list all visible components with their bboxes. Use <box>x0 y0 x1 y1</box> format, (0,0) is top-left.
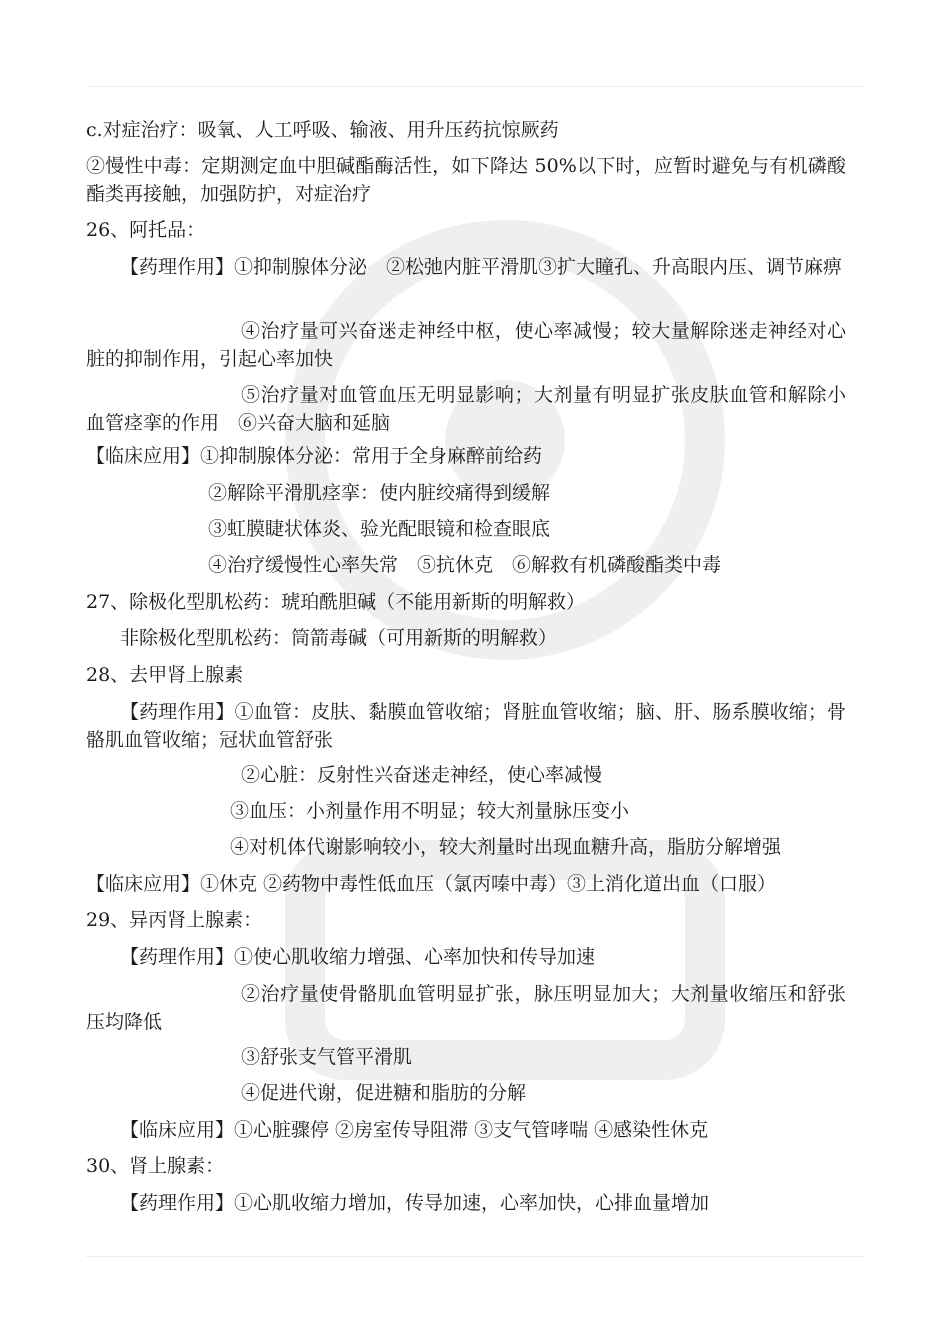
text-line: ②心脏：反射性兴奋迷走神经，使心率减慢 <box>241 764 603 786</box>
text-line: 非除极化型肌松药：筒箭毒碱（可用新斯的明解救） <box>120 627 558 649</box>
text-paragraph: ⑤治疗量对血管血压无明显影响；大剂量有明显扩张皮肤血管和解除小血管痉挛的作用 ⑥兴奋大脑和延脑 <box>86 384 846 434</box>
header-rule <box>86 86 864 87</box>
text-paragraph: ②治疗量使骨骼肌血管明显扩张，脉压明显加大；大剂量收缩压和舒张压均降低 <box>86 983 846 1033</box>
section-heading-28: 28、去甲肾上腺素 <box>86 664 244 686</box>
text-line: 【临床应用】①抑制腺体分泌：常用于全身麻醉前给药 <box>86 445 543 467</box>
section-heading-27: 27、除极化型肌松药：琥珀酰胆碱（不能用新斯的明解救） <box>86 591 586 613</box>
text-line: 【药理作用】①心肌收缩力增加，传导加速，心率加快，心排血量增加 <box>120 1192 710 1214</box>
section-heading-30: 30、肾上腺素： <box>86 1155 225 1177</box>
text-line: ④对机体代谢影响较小，较大剂量时出现血糖升高，脂肪分解增强 <box>230 836 782 858</box>
text-line: 【药理作用】①使心肌收缩力增强、心率加快和传导加速 <box>120 946 596 968</box>
text-line: ②解除平滑肌痉挛：使内脏绞痛得到缓解 <box>208 482 551 504</box>
text-paragraph: 【药理作用】①血管：皮肤、黏膜血管收缩；肾脏血管收缩；脑、肝、肠系膜收缩；骨骼肌血管收缩；冠状血管舒张 <box>86 701 846 751</box>
text-paragraph: ②慢性中毒：定期测定血中胆碱酯酶活性，如下降达 50%以下时，应暂时避免与有机磷酸酯类再接触，加强防护，对症治疗 <box>86 155 846 205</box>
section-heading-29: 29、异丙肾上腺素： <box>86 909 263 931</box>
section-heading-26: 26、阿托品： <box>86 219 206 241</box>
text-line: ③血压：小剂量作用不明显；较大剂量脉压变小 <box>230 800 630 822</box>
text-line: ③舒张支气管平滑肌 <box>241 1046 413 1068</box>
text-line: ③虹膜睫状体炎、验光配眼镜和检查眼底 <box>208 518 551 540</box>
text-line: ④促进代谢，促进糖和脂肪的分解 <box>241 1082 527 1104</box>
text-paragraph: 【药理作用】①抑制腺体分泌 ②松弛内脏平滑肌③扩大瞳孔、升高眼内压、调节麻痹 <box>120 256 843 278</box>
text-line: 【临床应用】①心脏骤停 ②房室传导阻滞 ③支气管哮喘 ④感染性休克 <box>120 1119 709 1141</box>
text-line: 【临床应用】①休克 ②药物中毒性低血压（氯丙嗪中毒）③上消化道出血（口服） <box>86 873 777 895</box>
text-paragraph: ④治疗量可兴奋迷走神经中枢，使心率减慢；较大量解除迷走神经对心脏的抑制作用，引起心率加快 <box>86 320 846 370</box>
footer-rule <box>86 1256 864 1257</box>
text-line: c.对症治疗：吸氧、人工呼吸、输液、用升压药抗惊厥药 <box>86 119 559 141</box>
text-line: ④治疗缓慢性心率失常 ⑤抗休克 ⑥解救有机磷酸酯类中毒 <box>208 554 722 576</box>
